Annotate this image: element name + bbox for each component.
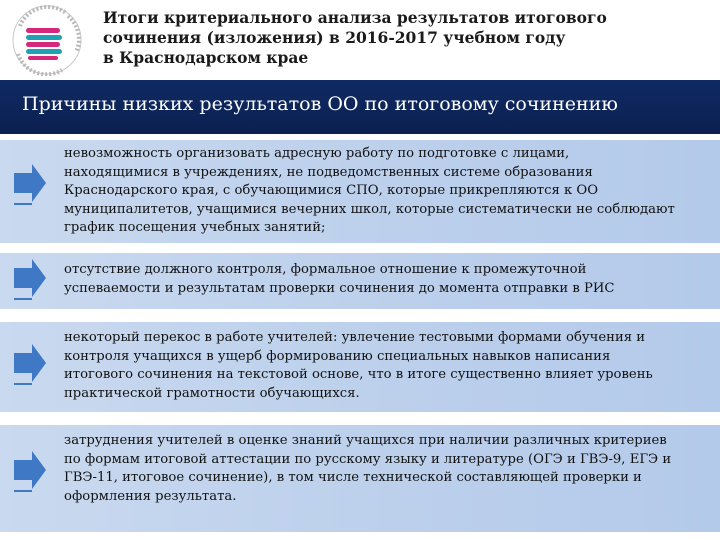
- list-item-line: оформления результата.: [64, 488, 237, 504]
- arrow-right-icon: [12, 344, 48, 388]
- list-item: [0, 425, 720, 532]
- list-item-line: находящимися в учреждениях, не подведомственных системе образования: [64, 164, 593, 180]
- list-item-line: успеваемости и результатам проверки сочинения до момента отправки в РИС: [64, 280, 615, 296]
- list-item-line: практической грамотности обучающихся.: [64, 385, 360, 401]
- list-item-text: [64, 145, 714, 238]
- page-title-line: сочинения (изложения) в 2016-2017 учебном году: [103, 28, 566, 47]
- institute-logo: [6, 4, 88, 76]
- arrow-right-icon: [12, 451, 48, 495]
- institute-logo-books-icon: [6, 4, 88, 76]
- arrow-right-icon: [12, 259, 48, 303]
- section-banner: [0, 80, 720, 134]
- list-item: [0, 253, 720, 309]
- list-item: [0, 322, 720, 412]
- list-item-text: [64, 329, 714, 403]
- page-title-line: в Краснодарском крае: [103, 48, 309, 67]
- list-item-text: [64, 261, 714, 298]
- arrow-right-icon: [12, 164, 48, 208]
- list-item-line: контроля учащихся в ущерб формированию специальных навыков написания: [64, 348, 611, 364]
- list-item-line: итогового сочинения на текстовой основе, что в итоге существенно влияет уровень: [64, 367, 653, 382]
- list-item-text: [64, 432, 714, 506]
- list-item-line: затруднения учителей в оценке знаний учащихся при наличии различных критериев: [64, 433, 667, 448]
- list-item-line: муниципалитетов, учащимися вечерних школ, которые систематически не соблюдают: [64, 201, 675, 217]
- page-title: [103, 8, 703, 68]
- page-title-line: Итоги критериального анализа результатов итогового: [103, 8, 607, 27]
- list-item-line: по формам итоговой аттестации по русскому языку и литературе (ОГЭ и ГВЭ-9, ЕГЭ и: [64, 451, 672, 467]
- list-item-line: график посещения учебных занятий;: [64, 220, 326, 235]
- header: [0, 0, 720, 80]
- list-item-line: отсутствие должного контроля, формальное отношение к промежуточной: [64, 262, 587, 277]
- section-title: Причины низких результатов ОО по итоговому сочинению: [22, 93, 618, 115]
- list-item-line: ГВЭ-11, итоговое сочинение), в том числе технической составляющей проверки и: [64, 470, 642, 485]
- list-item-line: невозможность организовать адресную работу по подготовке с лицами,: [64, 146, 570, 161]
- list-item: [0, 140, 720, 243]
- list-item-line: Краснодарского края, с обучающимися СПО, которые прикрепляются к ОО: [64, 183, 599, 198]
- list-item-line: некоторый перекос в работе учителей: увлечение тестовыми формами обучения и: [64, 330, 646, 345]
